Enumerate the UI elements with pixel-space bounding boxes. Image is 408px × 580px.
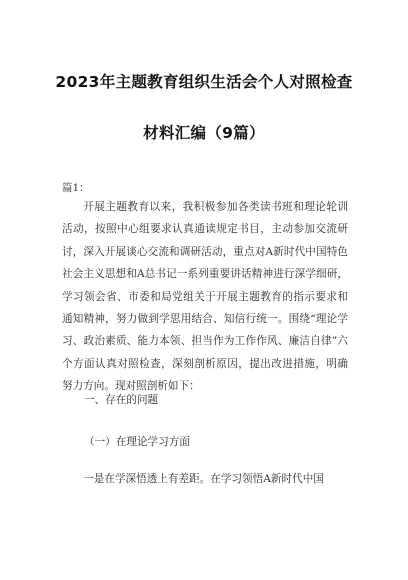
section-label: 篇1：: [62, 182, 90, 194]
intro-paragraph: 开展主题教育以来，我积极参加各类读书班和理论轮训活动，按照中心组要求认真通读规定书目，主动参加交流研讨，深入开展谈心交流和调研活动，重点对A新时代中国特色社会主义思想和A总书记一系列重要讲话精神进行深学细研，学习领会省、市委和局党组关于开展主题教育的指示要求和通知精神，努力做到学思用结合、知信行统一。围绕“理论学习、政治素质、能力本领、担当作为工作作风、廉洁自律”六个方面认真对照检查，深刻剖析原因，提出改进措施，明确努力方向。现对照剖析如下：: [62, 201, 348, 393]
subheading-theory-study: （一）在理论学习方面: [84, 436, 190, 448]
heading-existing-problems: 一、存在的问题: [84, 394, 159, 406]
document-title-line-1: 2023年主题教育组织生活会个人对照检查: [55, 73, 353, 91]
document-title-line-2: 材料汇编（9篇）: [143, 124, 265, 142]
body-paragraph-truncated: 一是在学深悟透上有差距。在学习领悟A新时代中国: [83, 473, 324, 485]
